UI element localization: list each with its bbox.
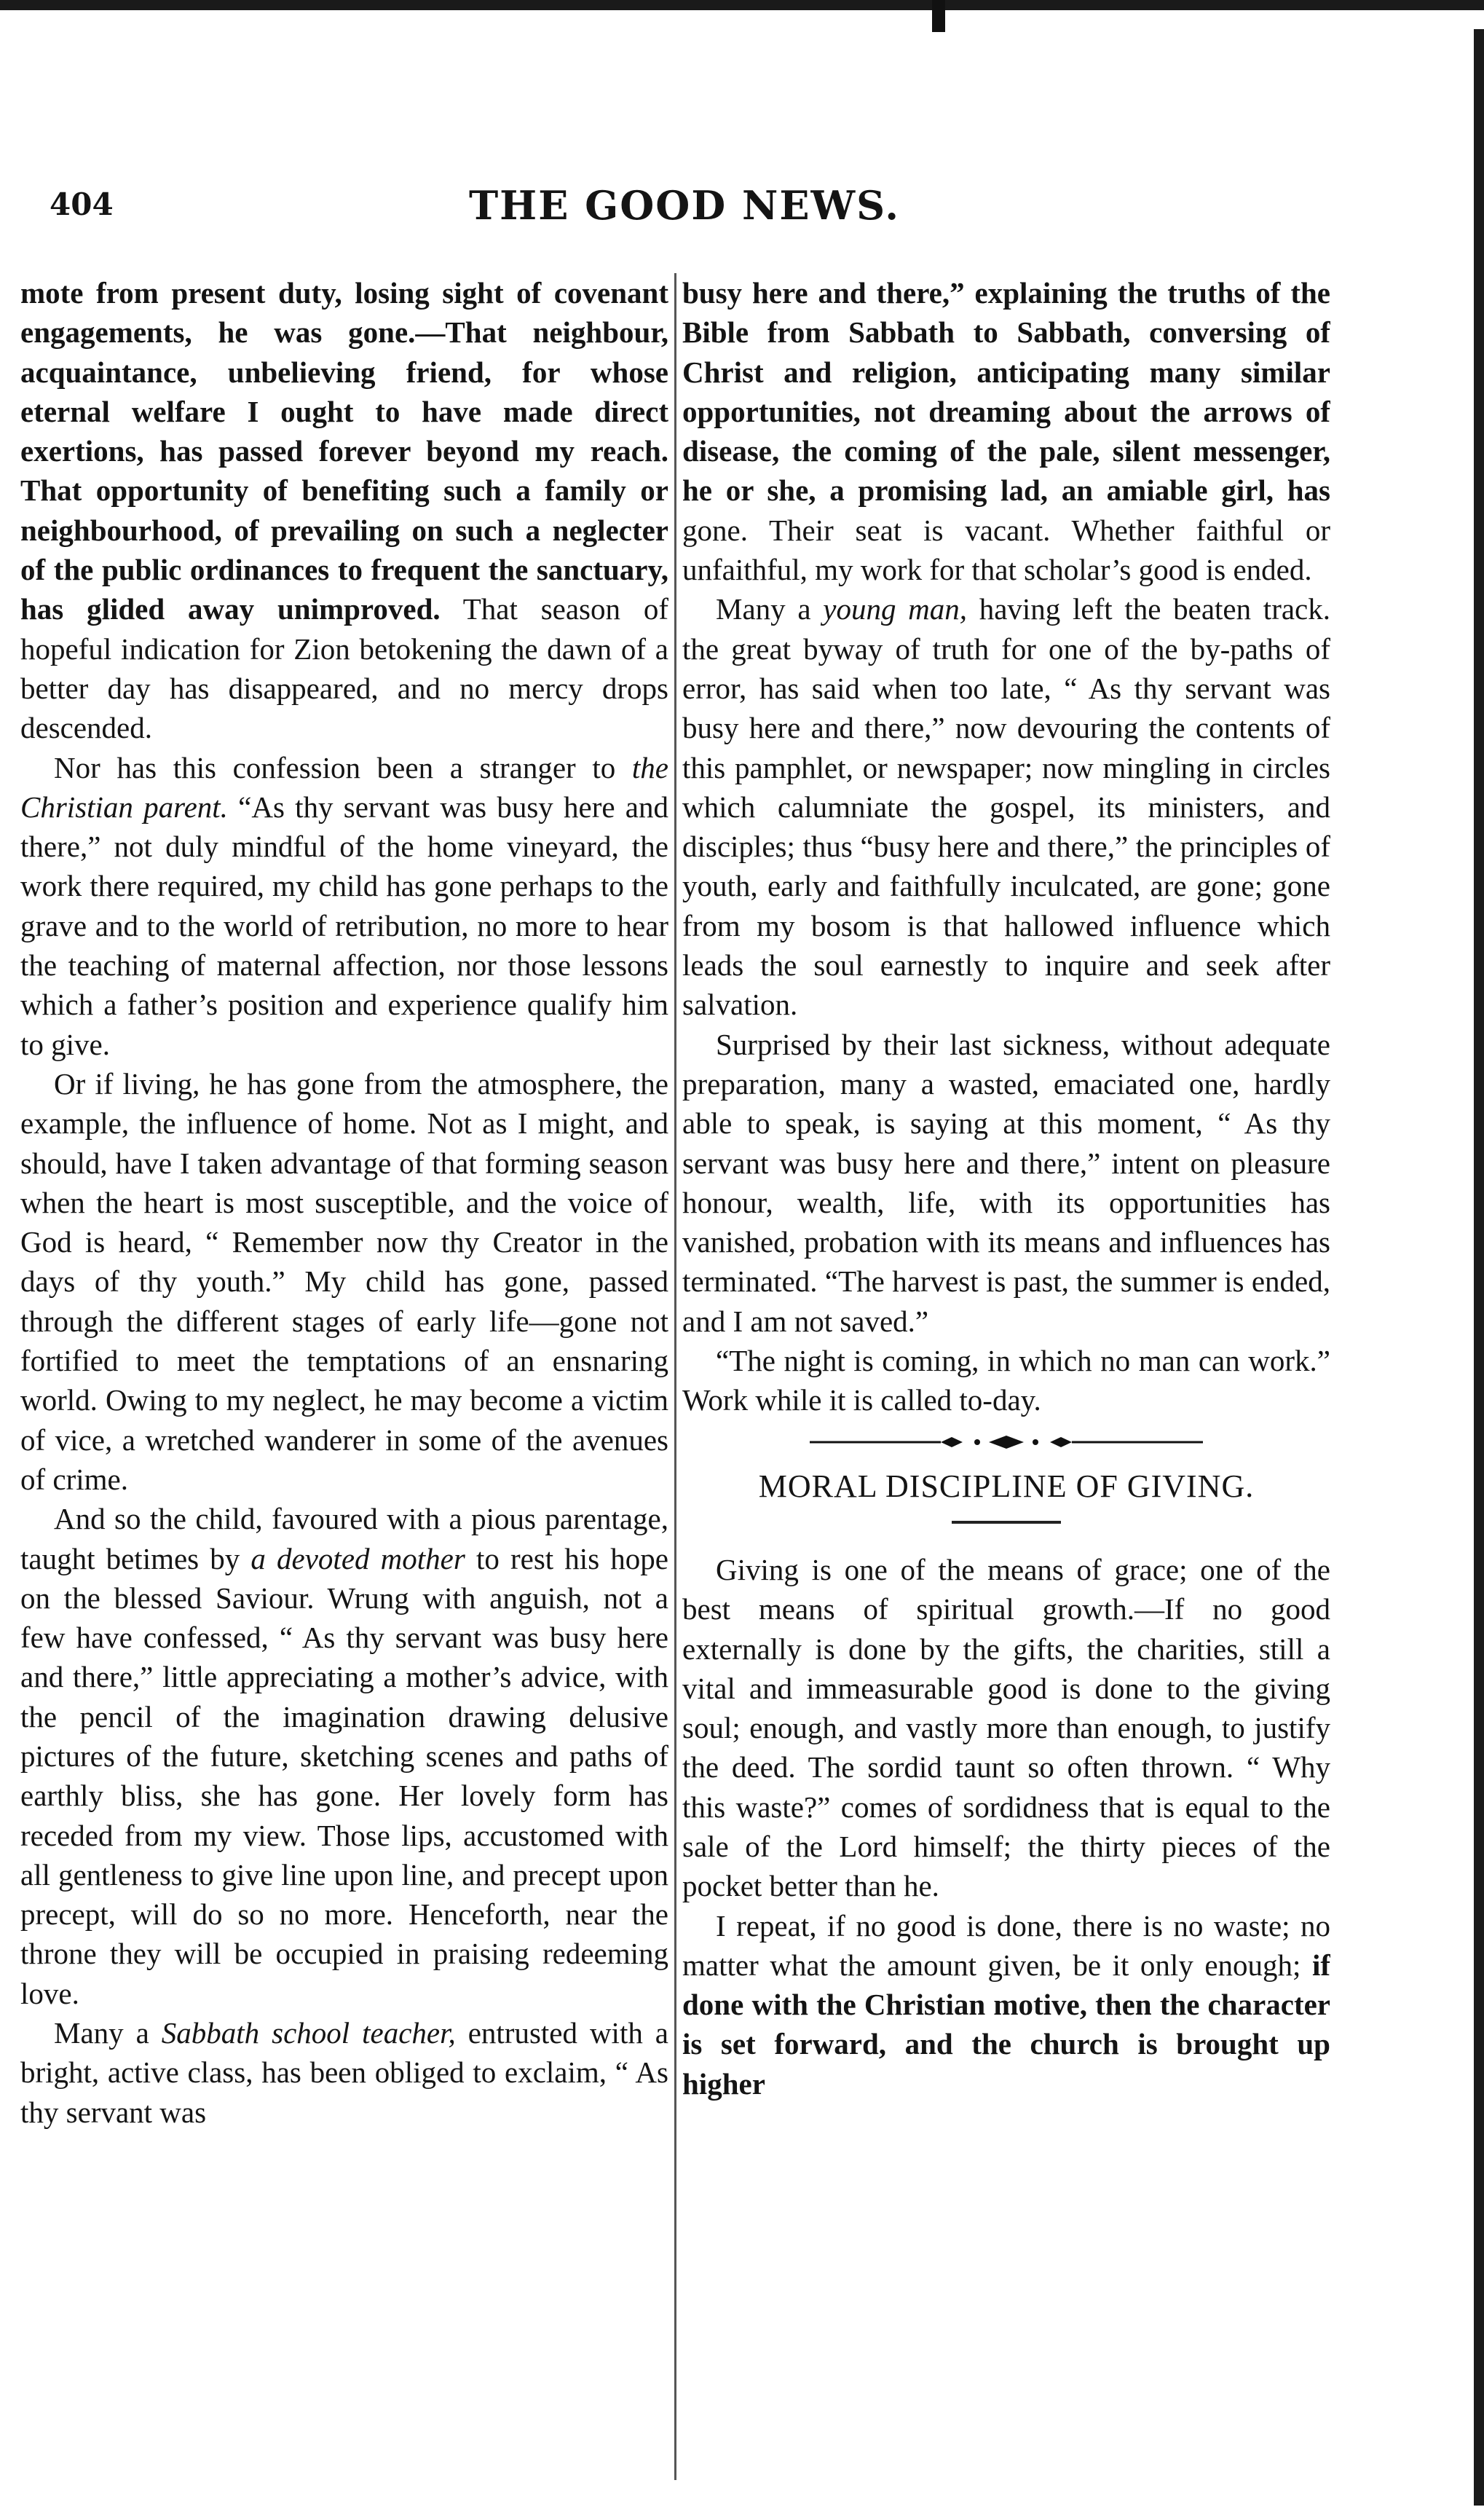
left-p1-text: That season of hopeful indication for Zion betokening the dawn of a better day has disappeared, and no mercy drops descended. — [20, 592, 668, 745]
left-paragraph-1 — [20, 273, 668, 748]
right-paragraph-3: Surprised by their last sickness, without adequate preparation, many a wasted, emaciated one, hardly able to speak, is saying at this moment, “ As thy servant was busy here and there,” intent on pleasure honour, wealth, life, with its opportunities has vanished, probation with its means and influences has terminated. “The harvest is past, the summer is ended, and I am not saved.” — [682, 1027, 1330, 1338]
left-p4-emphasis: a devoted mother — [250, 1541, 465, 1575]
right-column — [682, 273, 1330, 2480]
left-p2-text-b: “As thy servant was busy here and there,” not duly mindful of the home vineyard, the work there required, my child has gone perhaps to the grave and to the world of retribution, no more to hear the teaching of maternal affection, nor those lessons which a father’s position and experience qualify him to give. — [20, 790, 668, 1061]
page-header — [44, 182, 1325, 233]
right-p1-bold-text: busy here and there,” explaining the truths of the Bible from Sabbath to Sabbath, conversing of Christ and religion, anticipating many similar opportunities, not dreaming about the arrows of disease, the coming of the pale, silent messenger, he or she, a promising lad, an amiable girl, has — [682, 276, 1330, 508]
right-paragraph-1 — [682, 273, 1330, 589]
right-paragraph-4: “The night is coming, in which no man can work.” Work while it is called to-day. — [682, 1344, 1330, 1417]
left-paragraph-5 — [20, 2013, 668, 2132]
right-paragraph-2 — [682, 589, 1330, 1024]
page-scan-edge-tab — [932, 0, 945, 32]
section-heading: MORAL DISCIPLINE OF GIVING. — [758, 1468, 1255, 1504]
section-ornament-divider — [682, 1420, 1330, 1464]
left-p5-emphasis: Sabbath school teacher, — [161, 2016, 456, 2050]
page-number: 404 — [50, 186, 114, 222]
right-p2-emphasis: young man, — [823, 592, 968, 626]
left-p1-bold-text: mote from present duty, losing sight of covenant engagements, he was gone.—That neighbour, acquaintance, unbelieving friend, for whose eternal welfare I ought to have made direct exertions, has passed forever beyond my reach. That opportunity of benefiting such a family or neighbourhood, of prevailing on such a neglecter of the public ordinances to frequent the sanctuary, has glided away unimproved. — [20, 276, 668, 626]
left-paragraph-2 — [20, 748, 668, 1064]
page-scan-edge-top — [0, 0, 1484, 10]
left-p5-text-b: entrusted with a bright, active class, has been obliged to exclaim, “ As thy servant was — [20, 2016, 668, 2129]
column-divider-rule — [674, 273, 676, 2480]
right-p6-bold-text: if done with the Christian motive, then the character is set forward, and the church is brought up higher — [682, 1948, 1330, 2101]
running-title: THE GOOD NEWS. — [468, 182, 901, 229]
heading-underline-rule — [952, 1521, 1061, 1524]
left-p2-emphasis: the Christian parent. — [20, 750, 668, 824]
left-p2-text-a: Nor has this confession been a stranger to — [54, 750, 632, 784]
left-p4-text-b: to rest his hope on the blessed Saviour. Wrung with anguish, not a few have confessed, “ As thy servant was busy here and there,” little appreciating a mother’s advice, with the pencil of the imagination drawing delusive pictures of the future, sketching scenes and paths of earthly bliss, she has gone. Her lovely form has receded from my view. Those lips, accustomed with all gentleness to give line upon line, and precept upon precept, will do so no more. Henceforth, near the throne they will be occupied in praising redeeming love. — [20, 1541, 668, 2010]
right-p6-text-a: I repeat, if no good is done, there is no waste; no matter what the amount given, be it only enough; — [682, 1908, 1330, 1982]
left-paragraph-3: Or if living, he has gone from the atmosphere, the example, the influence of home. Not as I might, and should, have I taken advantage of that forming season when the heart is most susceptible, and the voice of God is heard, “ Remember now thy Creator in the days of thy youth.” My child has gone, passed through the different stages of early life—gone not fortified to meet the temptations of an ensnaring world. Owing to my neglect, he may become a victim of vice, a wretched wanderer in some of the avenues of crime. — [20, 1066, 668, 1496]
right-p2-text-b: having left the beaten track. the great byway of truth for one of the by-paths of error, has said when too late, “ As thy servant was busy here and there,” now devouring the contents of this pamphlet, or newspaper; now mingling in circles which calumniate the gospel, its ministers, and disciples; thus “busy here and there,” the principles of youth, early and faithfully inculcated, are gone; gone from my bosom is that hallowed influence which leads the soul earnestly to inquire and seek after salvation. — [682, 592, 1330, 1022]
page-scan-edge-right — [1474, 29, 1484, 2506]
left-paragraph-4 — [20, 1499, 668, 2013]
left-p4-text-a: And so the child, favoured with a pious parentage, taught betimes by — [20, 1502, 668, 1575]
right-p2-text-a: Many a — [716, 592, 824, 626]
right-p1-text: gone. Their seat is vacant. Whether faithful or unfaithful, my work for that scholar’s good is ended. — [682, 513, 1330, 587]
right-paragraph-6 — [682, 1906, 1330, 2103]
left-p5-text-a: Many a — [54, 2016, 162, 2050]
right-paragraph-5: Giving is one of the means of grace; one of the best means of spiritual growth.—If no good externally is done by the gifts, the charities, still a vital and immeasurable good is done to the giving soul; enough, and vastly more than enough, to justify the deed. The sordid taunt so often thrown. “ Why this waste?” comes of sordidness that is equal to the sale of the Lord himself; the thirty pieces of the pocket better than he. — [682, 1552, 1330, 1903]
ornament-rule-icon — [802, 1433, 1210, 1451]
left-column — [20, 273, 668, 2480]
